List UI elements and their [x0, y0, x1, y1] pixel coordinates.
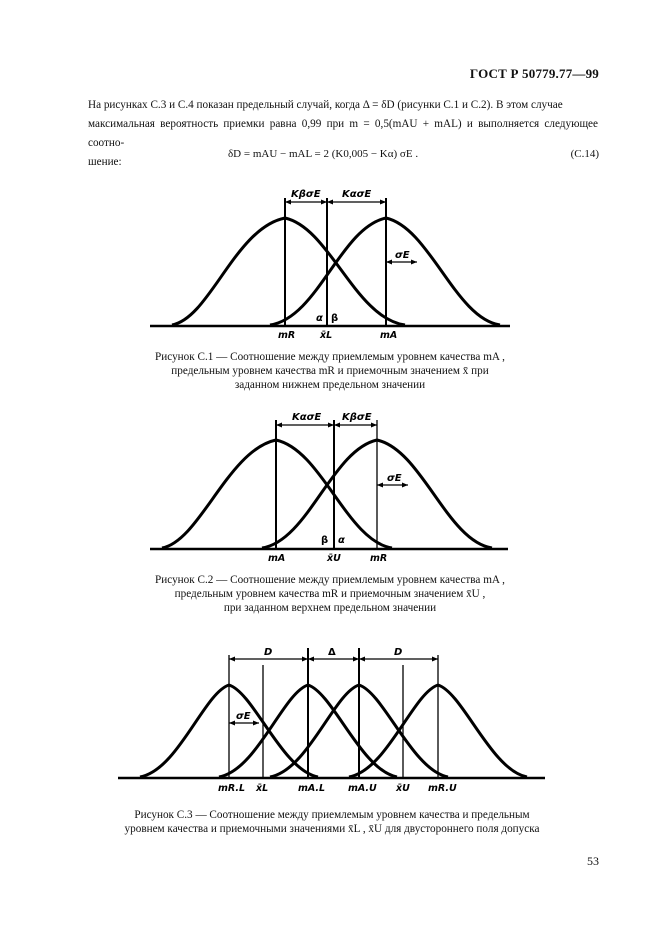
figure-c3-caption: [112, 808, 552, 836]
fig1-label-kbeta: KβσE: [291, 189, 321, 200]
fig3-label-mal: mA.L: [298, 783, 326, 794]
fig3-label-xl: x̄L: [256, 783, 269, 794]
intro-line-3: шение:: [88, 156, 122, 168]
fig1-label-kalpha: KασE: [342, 189, 372, 200]
fig2-label-xu: x̄U: [327, 553, 341, 564]
intro-line-1: На рисунках С.3 и С.4 показан предельный случай, когда Δ = δD (рисунки С.1 и С.2). В этом случае: [88, 99, 563, 111]
fig3-label-mau: mA.U: [348, 783, 377, 794]
fig3-label-d-left: D: [264, 647, 273, 658]
fig3-label-sigma: σE: [236, 711, 251, 722]
page-number: 53: [587, 854, 599, 868]
fig2-caption-line-2: предельным уровнем качества mR и приемочным значением x̄U ,: [174, 588, 486, 600]
fig2-label-kbeta: KβσE: [342, 412, 372, 423]
fig2-label-sigma: σE: [387, 473, 402, 484]
fig1-label-sigma: σE: [395, 250, 410, 261]
fig1-label-alpha: α: [316, 313, 323, 324]
fig3-caption-line-2: уровнем качества и приемочными значениями x̄L , x̄U для двустороннего поля допуска: [124, 823, 540, 835]
fig3-label-xu: x̄U: [396, 783, 410, 794]
fig3-caption-line-1: Рисунок С.3 — Соотношение между приемлемым уровнем качества и предельным: [134, 809, 530, 821]
fig3-label-delta: Δ: [328, 647, 336, 658]
fig3-arrowheads: [229, 657, 438, 726]
fig3-label-mrl: mR.L: [218, 783, 246, 794]
fig1-label-beta: β: [331, 313, 339, 324]
fig1-label-mr: mR: [278, 330, 296, 341]
formula-c14: δD = mAU − mAL = 2 (K0,005 − Kα) σE .: [228, 148, 419, 160]
fig1-caption-line-1: Рисунок С.1 — Соотношение между приемлемым уровнем качества mA ,: [155, 351, 505, 363]
intro-line-2: максимальная вероятность приемки равна 0,99 при m = 0,5(mAU + mAL) и выполняется следующее соотно-: [88, 118, 598, 149]
fig2-label-alpha: α: [338, 535, 345, 546]
figure-c3-curves: [118, 648, 545, 778]
formula-number: (С.14): [570, 148, 599, 160]
fig1-caption-line-3: заданном нижнем предельном значении: [234, 379, 426, 391]
fig1-label-ma: mA: [380, 330, 398, 341]
document-code: ГОСТ Р 50779.77—99: [469, 66, 599, 81]
fig2-label-ma: mA: [268, 553, 286, 564]
fig2-caption-line-3: при заданном верхнем предельном значении: [223, 602, 437, 614]
fig1-label-xl: x̄L: [320, 330, 333, 341]
fig3-label-mru: mR.U: [428, 783, 457, 794]
fig2-label-beta: β: [321, 535, 329, 546]
fig3-label-d-right: D: [394, 647, 403, 658]
fig1-caption-line-2: предельным уровнем качества mR и приемочным значением x̄ при: [171, 365, 489, 377]
fig2-label-kalpha: KασE: [292, 412, 322, 423]
fig2-label-mr: mR: [370, 553, 388, 564]
fig2-caption-line-1: Рисунок С.2 — Соотношение между приемлемым уровнем качества mA ,: [155, 574, 505, 586]
